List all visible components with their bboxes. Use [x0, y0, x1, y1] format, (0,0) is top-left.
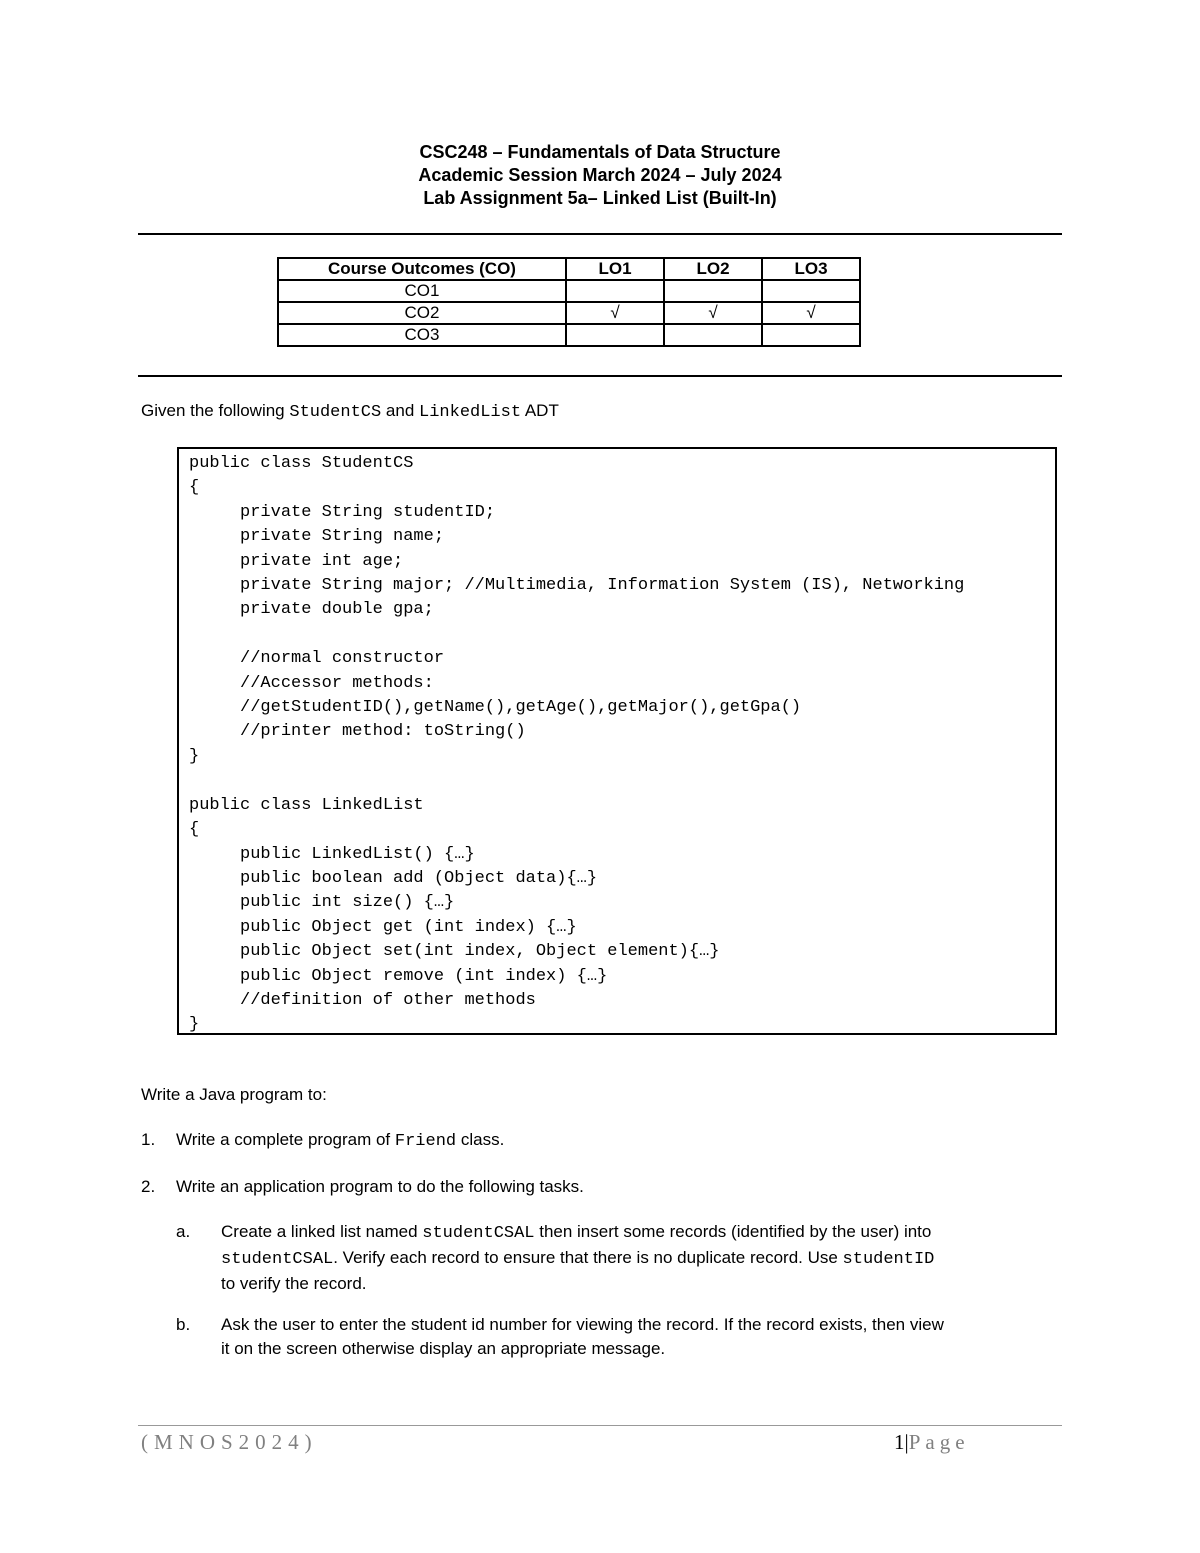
subitem-a-letter: a. — [176, 1222, 191, 1241]
course-title: CSC248 – Fundamentals of Data Structure — [419, 142, 781, 162]
intro-paragraph — [141, 401, 559, 422]
intro-text: ADT — [521, 401, 559, 420]
table-cell — [664, 280, 762, 302]
item-2-number: 2. — [141, 1177, 156, 1196]
item-1-number: 1. — [141, 1130, 156, 1149]
intro-text: and — [381, 401, 420, 420]
header-divider-top — [138, 233, 1062, 235]
table-header-row — [278, 258, 860, 280]
subitem-b-letter: b. — [176, 1315, 191, 1334]
table-cell — [566, 280, 664, 302]
document-header — [0, 141, 1200, 210]
item-text: class. — [456, 1130, 505, 1149]
instructions-lead: Write a Java program to: — [141, 1085, 327, 1104]
class-name-friend: Friend — [394, 1132, 457, 1151]
course-outcomes-table — [277, 257, 861, 347]
subitem-b-text — [221, 1313, 1061, 1361]
subitem-b-line2: it on the screen otherwise display an appropriate message. — [221, 1339, 666, 1358]
table-cell: CO3 — [278, 324, 566, 346]
table-cell — [762, 280, 860, 302]
code-box — [177, 447, 1057, 1035]
page-separator: | — [904, 1430, 909, 1454]
item-text: then insert some records (identified by the user) into — [534, 1222, 932, 1241]
variable-studentcsal: studentCSAL — [422, 1224, 535, 1243]
subitem-a-line2 — [221, 1246, 1061, 1272]
table-cell — [566, 324, 664, 346]
table-row — [278, 302, 860, 324]
footer-divider — [138, 1425, 1062, 1426]
table-cell — [762, 324, 860, 346]
assignment-title: Lab Assignment 5a– Linked List (Built-In) — [423, 188, 777, 208]
intro-text: Given the following — [141, 401, 290, 420]
table-cell — [664, 324, 762, 346]
item-text: Create a linked list named — [221, 1222, 423, 1241]
checkmark-cell: √ — [762, 302, 860, 324]
footer-author-code: (MNOS2024) — [141, 1430, 318, 1454]
item-1-text — [176, 1128, 504, 1154]
table-row — [278, 324, 860, 346]
checkmark-cell: √ — [566, 302, 664, 324]
subitem-a-line1 — [221, 1220, 1061, 1246]
item-text: . Verify each record to ensure that there is no duplicate record. Use — [333, 1248, 843, 1267]
code-listing: public class StudentCS { private String studentID; private String name; private int age; private String major; //Multimedia, Information System (IS), Networking private double gpa; //normal constructor //Accessor methods: //getStudentID(),getName(),getAge(),getMajor(),getGpa() //printer method: toString() } public class LinkedList { public LinkedList() {…} public boolean add (Object data){…} public int size() {…} public Object get (int index) {…} public Object set(int index, Object element){…} public Object remove (int index) {…} //definition of other methods } — [189, 454, 965, 1035]
page-number: 1 — [894, 1430, 905, 1454]
header-divider-bottom — [138, 375, 1062, 377]
table-row — [278, 280, 860, 302]
subitem-a-text — [221, 1220, 1061, 1296]
variable-studentcsal: studentCSAL — [221, 1250, 334, 1269]
subitem-b-line1: Ask the user to enter the student id number for viewing the record. If the record exists, then view — [221, 1315, 944, 1334]
checkmark-cell: √ — [664, 302, 762, 324]
table-cell: CO2 — [278, 302, 566, 324]
class-name-studentcs: StudentCS — [289, 403, 382, 422]
variable-studentid: studentID — [842, 1250, 935, 1269]
column-header-lo3: LO3 — [762, 258, 860, 280]
item-2-text: Write an application program to do the following tasks. — [176, 1177, 584, 1196]
item-text: Write a complete program of — [176, 1130, 395, 1149]
table-cell: CO1 — [278, 280, 566, 302]
subitem-a-line3: to verify the record. — [221, 1274, 367, 1293]
column-header-lo1: LO1 — [566, 258, 664, 280]
footer-page-indicator — [894, 1430, 970, 1455]
column-header-lo2: LO2 — [664, 258, 762, 280]
page-label: Page — [908, 1430, 970, 1454]
class-name-linkedlist: LinkedList — [419, 403, 522, 422]
column-header-co: Course Outcomes (CO) — [278, 258, 566, 280]
academic-session: Academic Session March 2024 – July 2024 — [418, 165, 782, 185]
